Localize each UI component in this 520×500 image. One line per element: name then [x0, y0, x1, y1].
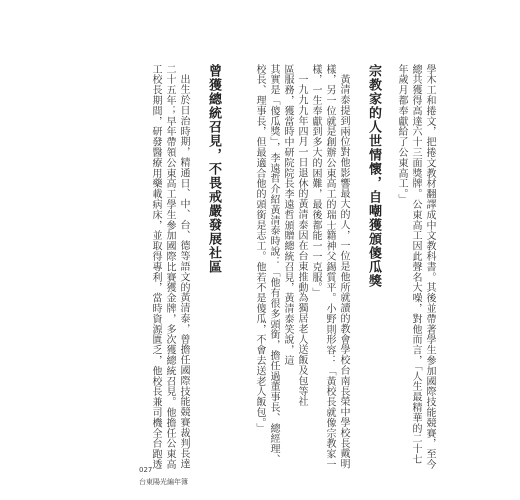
text-column: 二十五年；早年帶領公東高工學生參加國際比賽獲金牌，多次獲總統召見。他擔任公東高 — [164, 64, 175, 470]
text-column: 年歲月都奉獻給了公東高工。」 — [396, 64, 407, 205]
text-column: 樣，一生奉獻到多大的困難，最後都能一一克服。」 — [310, 64, 321, 299]
section-heading: 宗教家的人世情懷，自嘲獲頒傻瓜獎 — [366, 64, 381, 288]
text-column: 區服務，獲當時中研院院長李遠哲頒贈總統召見，黃清泰笑說，這 — [282, 64, 293, 366]
text-column: 出生於日治時期，精通日、中、台、德等語文的黃清泰，曾擔任國際技能競賽裁判長達 — [178, 74, 189, 470]
text-column: 其實是「傻瓜獎」，李遠哲介紹黃清泰時說：「他有很多頭銜，擔任過董事長、總經理、 — [268, 64, 279, 465]
text-column: 樣，另一位就是創辦公東高工的瑞士籍神父錫質平。小野則形容：「黃校長就像宗教家一 — [324, 64, 335, 470]
text-column: 一九九九年四月一日退休的黃清泰因在台東推動為獨居老人送飯及包等社 — [296, 74, 307, 407]
text-column: 校長、理事長，但最適合他的頭銜是志工。他若不是傻瓜，不會去送老人飯包。」 — [254, 64, 265, 434]
text-column: 學木工和捲文，把捲文教材翻譯成中文教科書。其後並帶著學生參加國際技能競賽，至今 — [424, 64, 435, 470]
page-number: 027 — [139, 466, 153, 474]
section-heading: 曾獲總統召見，不畏戒嚴發展社區 — [206, 64, 221, 274]
text-column: 總共獲得高達六十三面獎牌。公東高工因此聲名大噪，對他而言，「人生最精華的二十七 — [410, 64, 421, 465]
running-footer-title: 台東陽光編年簿 — [139, 478, 188, 486]
text-column: 黃清泰提到兩位對他影響最大的人，一位是他所就讀的教會學校台南長榮中學校長戴明 — [338, 74, 349, 470]
text-column: 工校長期間，研發醫療用藥載病床，並取得專利，當時資源匱乏，他校長兼司機全台跑透 — [150, 64, 161, 470]
